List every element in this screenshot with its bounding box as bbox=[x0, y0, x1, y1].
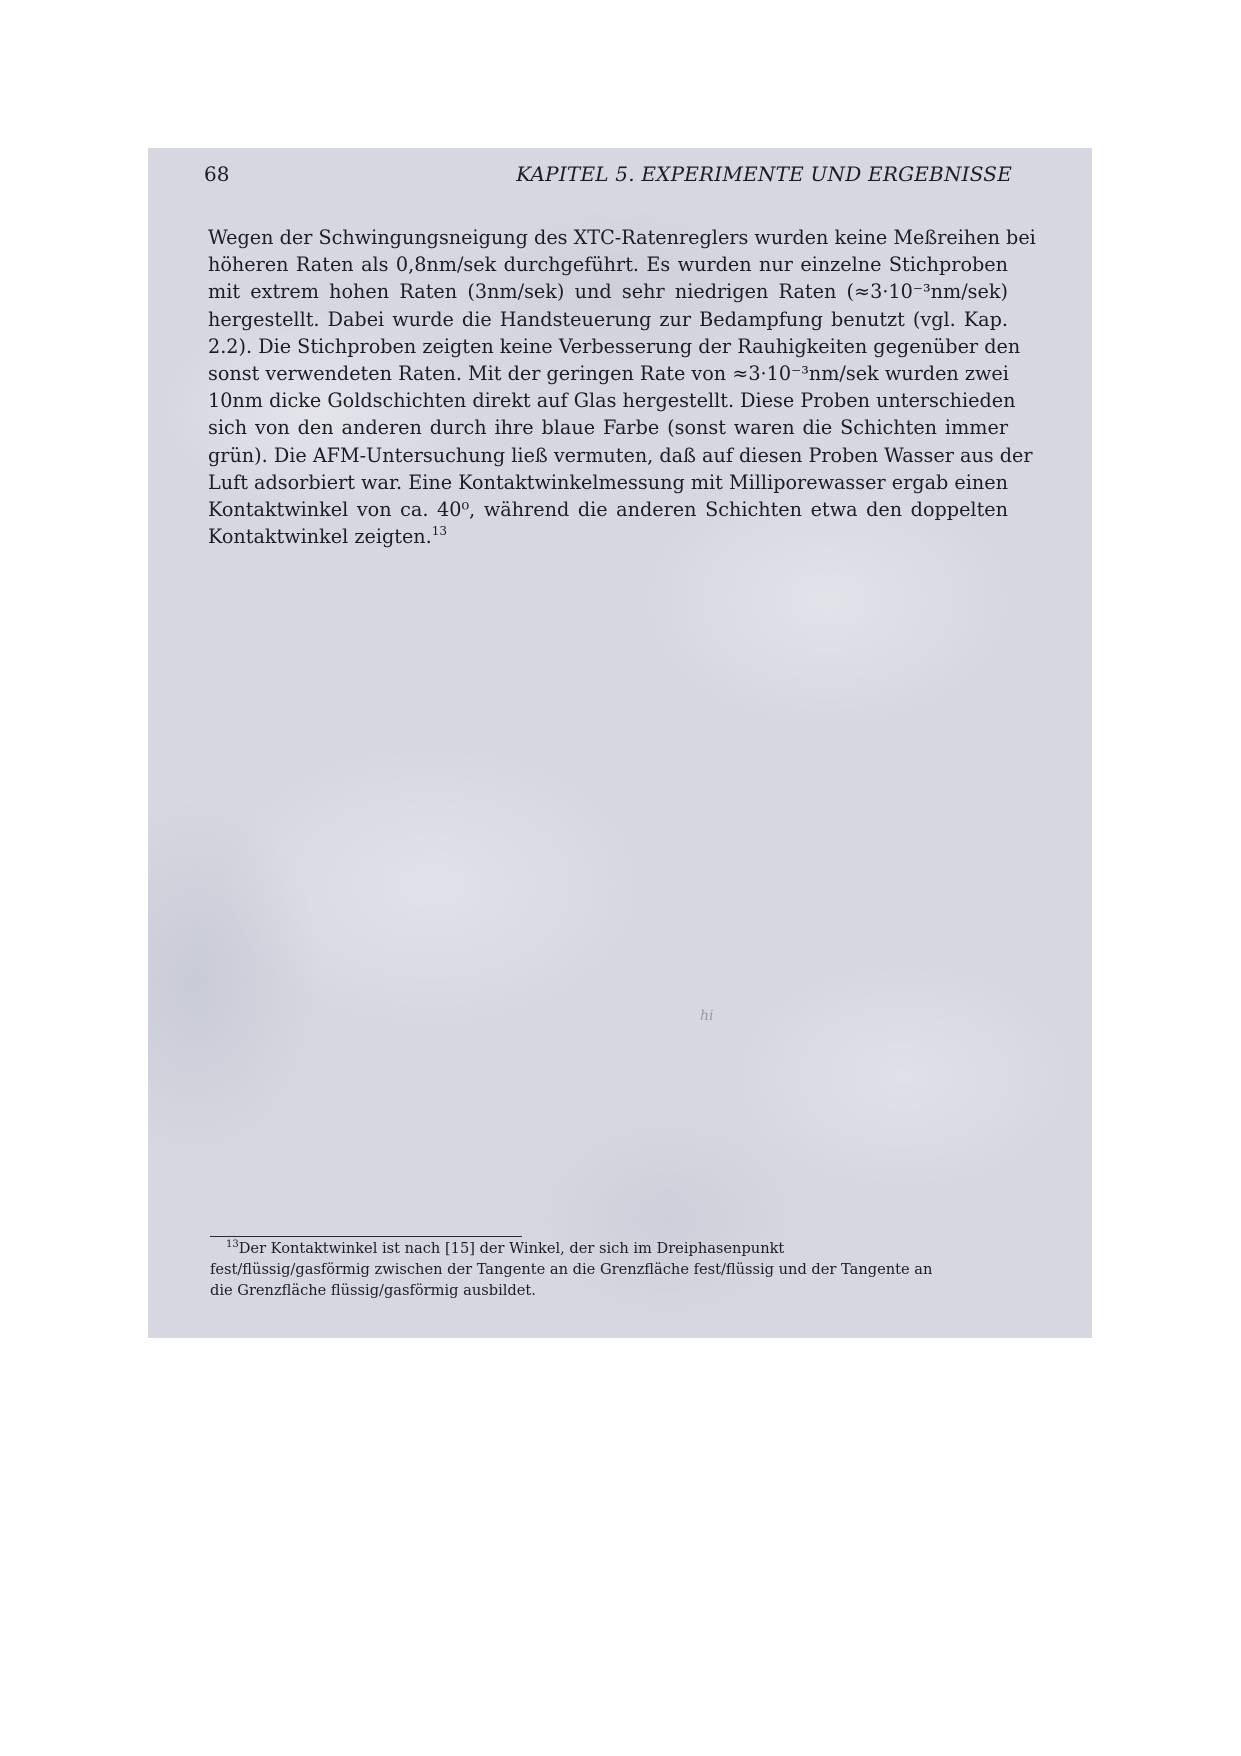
body-line: sich von den anderen durch ihre blaue Farbe (sonst waren die Schichten immer bbox=[208, 416, 1008, 440]
scan-artifact: hi bbox=[700, 1008, 714, 1024]
body-line: Wegen der Schwingungsneigung des XTC-Ratenreglers wurden keine Meßreihen bei bbox=[208, 226, 1036, 249]
body-line: sonst verwendeten Raten. Mit der geringen Rate von ≈3·10⁻³nm/sek wurden zwei bbox=[208, 362, 1009, 386]
body-line: mit extrem hohen Raten (3nm/sek) und sehr niedrigen Raten (≈3·10⁻³nm/sek) bbox=[208, 280, 1008, 304]
body-line: hergestellt. Dabei wurde die Handsteuerung zur Bedampfung benutzt (vgl. Kap. bbox=[208, 307, 1008, 331]
scanned-page bbox=[148, 148, 1092, 1338]
body-line: 10nm dicke Goldschichten direkt auf Glas hergestellt. Diese Proben unterschieden bbox=[208, 389, 1016, 413]
footnote-reference: 13 bbox=[431, 524, 448, 539]
body-line: grün). Die AFM-Untersuchung ließ vermuten, daß auf diesen Proben Wasser aus der bbox=[208, 443, 1033, 467]
body-line: höheren Raten als 0,8nm/sek durchgeführt. Es wurden nur einzelne Stichproben bbox=[208, 253, 1008, 277]
running-head bbox=[204, 162, 1012, 192]
footnote bbox=[210, 1238, 1010, 1301]
body-line: Luft adsorbiert war. Eine Kontaktwinkelmessung mit Milliporewasser ergab einen bbox=[208, 470, 1008, 494]
chapter-title: KAPITEL 5. EXPERIMENTE UND ERGEBNISSE bbox=[516, 162, 1012, 186]
page-number: 68 bbox=[204, 162, 230, 186]
footnote-text: Der Kontaktwinkel ist nach [15] der Winkel, der sich im Dreiphasenpunkt bbox=[238, 1240, 785, 1257]
footnote-marker: 13 bbox=[226, 1239, 239, 1250]
body-last-text: Kontaktwinkel zeigten. bbox=[208, 525, 432, 549]
footnote-line: fest/flüssig/gasförmig zwischen der Tangente an die Grenzfläche fest/flüssig und der Tangente an bbox=[210, 1261, 933, 1278]
body-line: 2.2). Die Stichproben zeigten keine Verbesserung der Rauhigkeiten gegenüber den bbox=[208, 334, 1021, 358]
body-line-last bbox=[208, 523, 1008, 550]
body-line: Kontaktwinkel von ca. 40⁰, während die anderen Schichten etwa den doppelten bbox=[208, 498, 1008, 522]
body-paragraph bbox=[208, 224, 1036, 550]
footnote-line: die Grenzfläche flüssig/gasförmig ausbildet. bbox=[210, 1282, 536, 1299]
footnote-line bbox=[210, 1238, 1010, 1259]
footnote-divider bbox=[210, 1236, 522, 1237]
